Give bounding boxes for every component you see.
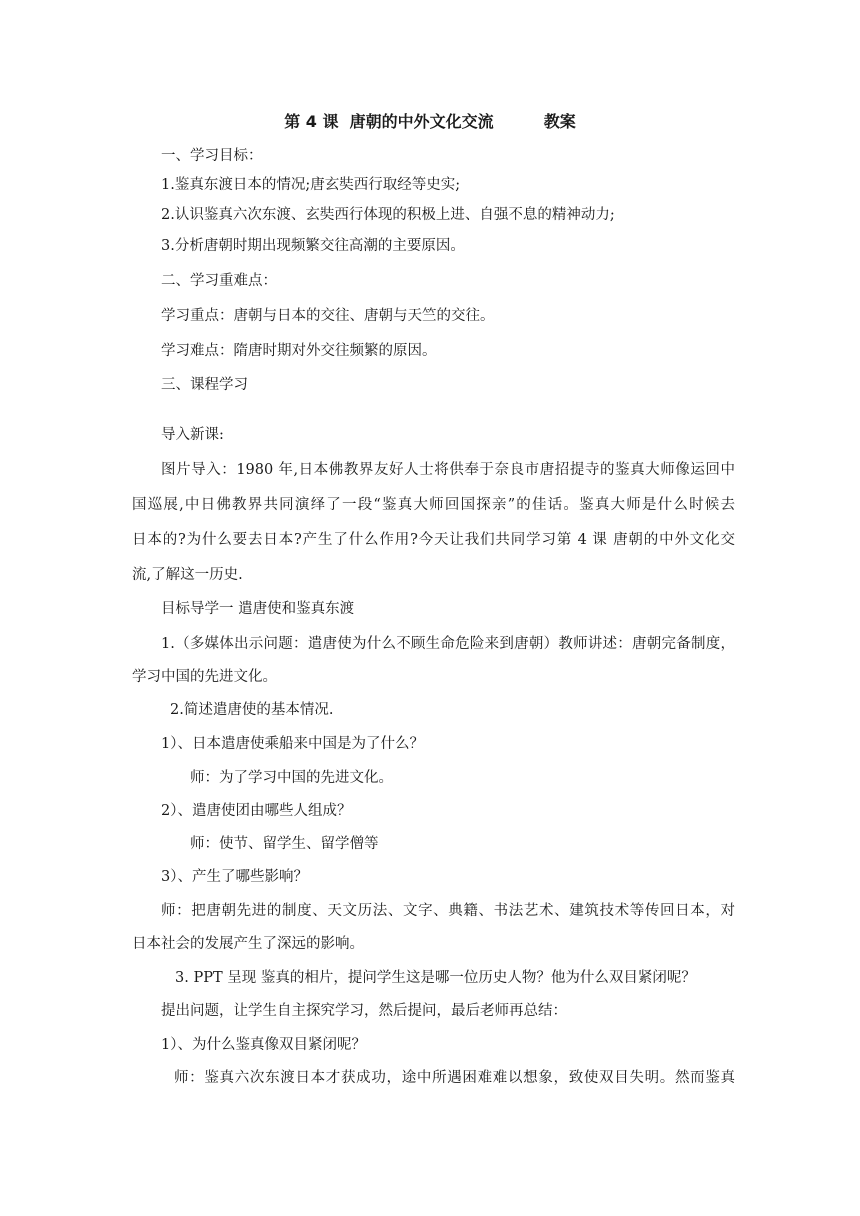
objective-item-2: 2.认识鉴真六次东渡、玄奘西行体现的积极上进、自强不息的精神动力; (161, 207, 615, 223)
question-item: 1）、为什么鉴真像双目紧闭呢？ (161, 1037, 366, 1053)
intro-heading: 导入新课: (161, 427, 224, 443)
answer-item: 日本社会的发展产生了深远的影响。 (132, 936, 364, 952)
instruction-text: 提出问题，让学生自主探究学习，然后提问，最后老师再总结： (161, 1003, 567, 1019)
section-heading-key-points: 二、学习重难点： (161, 273, 277, 289)
question-line: 1.（多媒体出示问题：遣唐使为什么不顾生命危险来到唐朝）教师讲述：唐朝完备制度， (161, 636, 735, 652)
sub-heading: 2.简述遣唐使的基本情况. (170, 702, 334, 718)
question-item: 2）、遣唐使团由哪些人组成？ (161, 803, 352, 819)
goal-heading-1: 目标导学一 遣唐使和鉴真东渡 (161, 601, 355, 617)
difficulty-text: 学习难点：隋唐时期对外交往频繁的原因。 (161, 343, 437, 359)
answer-item: 师：为了学习中国的先进文化。 (190, 770, 393, 786)
page-title: 第 4 课 唐朝的中外文化交流 教案 (284, 112, 576, 131)
intro-paragraph-line: 日本的?为什么要去日本?产生了什么作用?今天让我们共同学习第 4 课 唐朝的中外文化交 (132, 532, 735, 548)
answer-item: 师：鉴真六次东渡日本才获成功，途中所遇困难难以想象，致使双目失明。然而鉴真 (174, 1070, 735, 1086)
section-heading-lesson: 三、课程学习 (161, 377, 248, 393)
intro-paragraph-line: 国巡展,中日佛教界共同演绎了一段“鉴真大师回国探亲”的佳话。鉴真大师是什么时候去 (132, 497, 735, 513)
question-item: 1）、日本遣唐使乘船来中国是为了什么？ (161, 736, 424, 752)
question-line: 学习中国的先进文化。 (132, 669, 277, 685)
objective-item-3: 3.分析唐朝时期出现频繁交往高潮的主要原因。 (161, 238, 465, 254)
intro-paragraph-line: 流,了解这一历史. (132, 567, 243, 583)
ppt-prompt: 3. PPT 呈现 鉴真的相片，提问学生这是哪一位历史人物？他为什么双目紧闭呢？ (175, 970, 696, 986)
key-point-text: 学习重点：唐朝与日本的交往、唐朝与天竺的交往。 (161, 308, 495, 324)
question-item: 3）、产生了哪些影响？ (161, 869, 308, 885)
intro-paragraph-line: 图片导入：1980 年,日本佛教界友好人士将供奉于奈良市唐招提寺的鉴真大师像运回中 (161, 462, 735, 478)
objective-item-1: 1.鉴真东渡日本的情况;唐玄奘西行取经等史实; (161, 177, 461, 193)
answer-item: 师：把唐朝先进的制度、天文历法、文字、典籍、书法艺术、建筑技术等传回日本，对 (161, 903, 735, 919)
section-heading-objectives: 一、学习目标： (161, 148, 263, 164)
answer-item: 师：使节、留学生、留学僧等 (190, 836, 379, 852)
